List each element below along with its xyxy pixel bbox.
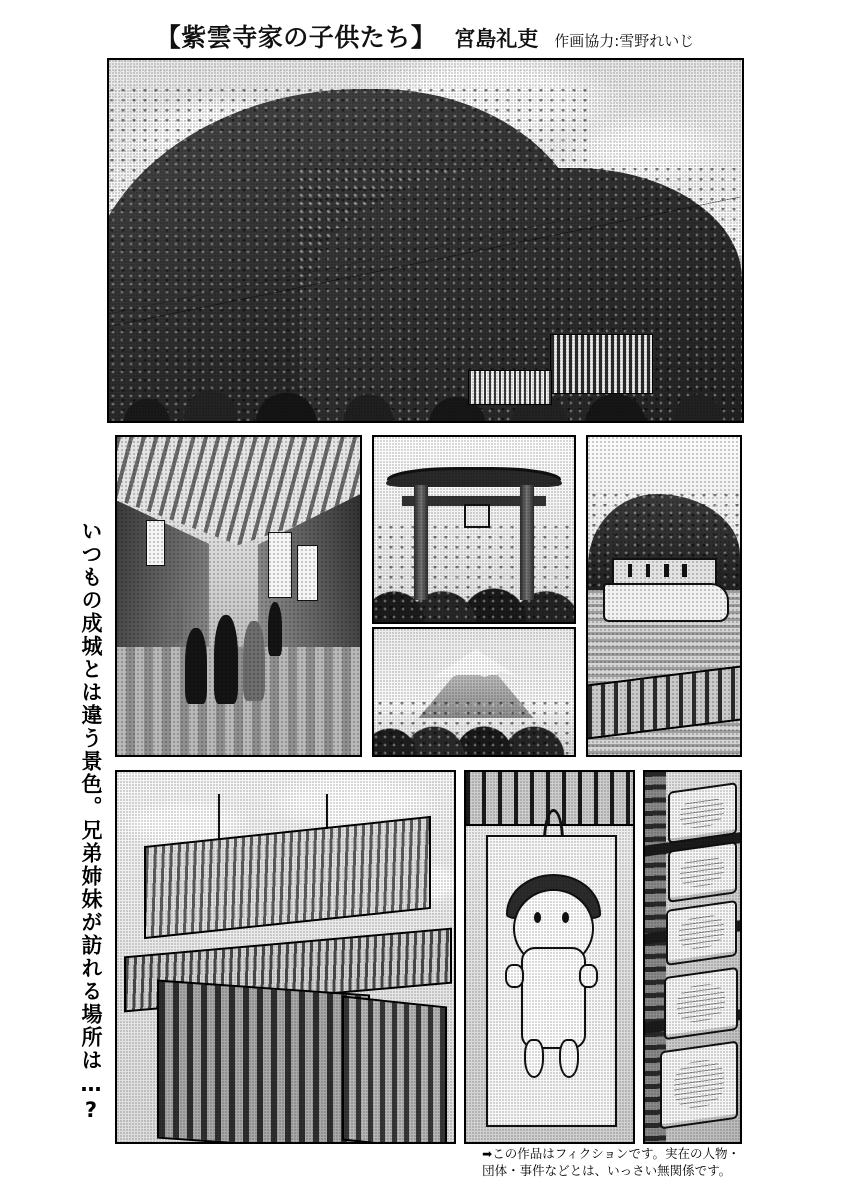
souvenir-snack-artwork	[645, 772, 740, 1142]
narration-vertical-text: いつもの成城とは違う景色。兄弟姉妹が訪れる場所は…?	[79, 520, 103, 1124]
panel-torii-gate	[372, 435, 576, 624]
arrow-icon: ➡	[482, 1147, 493, 1162]
halftone-overlay	[117, 437, 360, 755]
halftone-overlay	[645, 772, 740, 1142]
disclaimer-line-2: 団体・事件などとは、いっさい無関係です。	[482, 1163, 732, 1179]
panel-temple-building	[115, 770, 456, 1144]
page-header	[0, 18, 850, 54]
author-name: 宮島礼吏	[454, 27, 539, 51]
panel-mount-fuji	[372, 627, 576, 757]
torii-artwork	[374, 437, 574, 622]
mascot-charm-artwork	[466, 772, 633, 1142]
page-title: 【紫雲寺家の子供たち】	[155, 23, 437, 52]
panel-shopping-street	[115, 435, 362, 757]
fiction-disclaimer	[482, 1146, 740, 1180]
panel-mascot-charm	[464, 770, 635, 1144]
landscape-artwork	[109, 60, 742, 421]
halftone-overlay	[109, 60, 742, 421]
panel-souvenir-snacks	[643, 770, 742, 1144]
halftone-overlay	[466, 772, 633, 1142]
temple-artwork	[117, 772, 454, 1142]
panel-lake-boat	[586, 435, 742, 757]
halftone-overlay	[588, 437, 740, 755]
shopping-street-artwork	[117, 437, 360, 755]
panel-mountain-shrine-landscape	[107, 58, 744, 423]
lake-boat-artwork	[588, 437, 740, 755]
halftone-overlay	[117, 772, 454, 1142]
fuji-artwork	[374, 629, 574, 755]
disclaimer-line-1: この作品はフィクションです。実在の人物・	[492, 1146, 740, 1162]
halftone-overlay	[374, 437, 574, 622]
art-credit: 作画協力:雪野れいじ	[554, 32, 695, 50]
halftone-overlay	[374, 629, 574, 755]
